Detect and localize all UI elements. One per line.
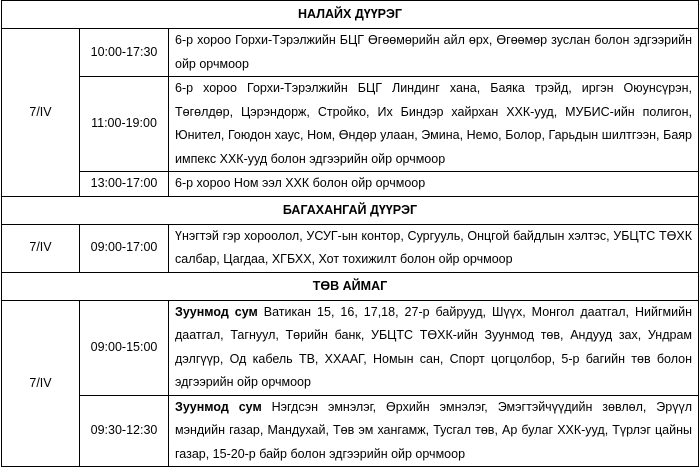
location-cell: 6-р хороо Горхи-Тэрэлжийн БЦГ Линдинг хана, Баяка трэйд, иргэн Оюунсүрэн, Төгөлдөр, Цэрэндорж, Стройко, Их Биндэр хайрхан ХХК-ууд, МУБИС-ийн полигон, Юнител, Гоюдон хаус, Ном, Өндөр улаан, Эмина, Немо, Болор, Гарьдын шилтгээн, Баяр импекс ХХК-ууд болон эдгээрийн ойр орчмоор xyxy=(169,77,699,172)
location-cell: 6-р хороо Ном ээл ХХК болон ойр орчмоор xyxy=(169,172,699,197)
location-text: Ватикан 15, 16, 17,18, 27-р байрууд, Шүүх, Монгол даатгал, Нийгмийн даатгал, Тагнуул, Төрийн банк, УБЦТС ТӨХК-ийн Зуунмод төв, Андууд зах, Ундрам дэлгүүр, Од кабель ТВ, ХХААГ, Номын сан, Спорт цогцолбор, 5-р багийн төв болон эдгээрийн ойр орчмоор xyxy=(175,304,692,389)
table-row xyxy=(2,172,699,197)
time-cell: 10:00-17:30 xyxy=(80,29,169,77)
section-heading-row xyxy=(2,272,699,300)
table-row xyxy=(2,224,699,272)
outage-schedule-table xyxy=(1,0,699,467)
location-cell: Үнэгтэй гэр хороолол, УСУГ-ын контор, Сургууль, Онцгой байдлын хэлтэс, УБЦТС ТӨХК салбар, Цагдаа, ХГБХХ, Хот тохижилт болон ойр орчмоор xyxy=(169,224,699,272)
section-heading: НАЛАЙХ ДҮҮРЭГ xyxy=(2,1,699,29)
table-row xyxy=(2,300,699,395)
place-name: Зуунмод сум xyxy=(175,304,258,319)
time-cell: 11:00-19:00 xyxy=(80,77,169,172)
place-name: Зуунмод сум xyxy=(175,399,262,414)
section-heading-row xyxy=(2,1,699,29)
date-cell: 7/IV xyxy=(2,224,80,272)
time-cell: 09:00-17:00 xyxy=(80,224,169,272)
time-cell: 13:00-17:00 xyxy=(80,172,169,197)
section-heading: БАГАХАНГАЙ ДҮҮРЭГ xyxy=(2,196,699,224)
location-cell xyxy=(169,300,699,395)
time-cell: 09:30-12:30 xyxy=(80,395,169,467)
section-heading: ТӨВ АЙМАГ xyxy=(2,272,699,300)
date-cell: 7/IV xyxy=(2,300,80,467)
time-cell: 09:00-15:00 xyxy=(80,300,169,395)
location-cell: 6-р хороо Горхи-Тэрэлжийн БЦГ Өгөөмөрийн айл өрх, Өгөөмөр зуслан болон эдгээрийн ойр орчмоор xyxy=(169,29,699,77)
section-heading-row xyxy=(2,196,699,224)
table-row xyxy=(2,29,699,77)
location-cell xyxy=(169,395,699,467)
table-row xyxy=(2,77,699,172)
table-row xyxy=(2,395,699,467)
location-text: Нэгдсэн эмнэлэг, Өрхийн эмнэлэг, Эмэгтэйчүүдийн зөвлөл, Эрүүл мэндийн газар, Мандухай, Төв эм хангамж, Тусгал төв, Ар булаг ХХК-ууд, Түрлэг цайны газар, 15-20-р байр болон эдгээрийн ойр орчмоор xyxy=(175,399,693,461)
date-cell: 7/IV xyxy=(2,29,80,197)
